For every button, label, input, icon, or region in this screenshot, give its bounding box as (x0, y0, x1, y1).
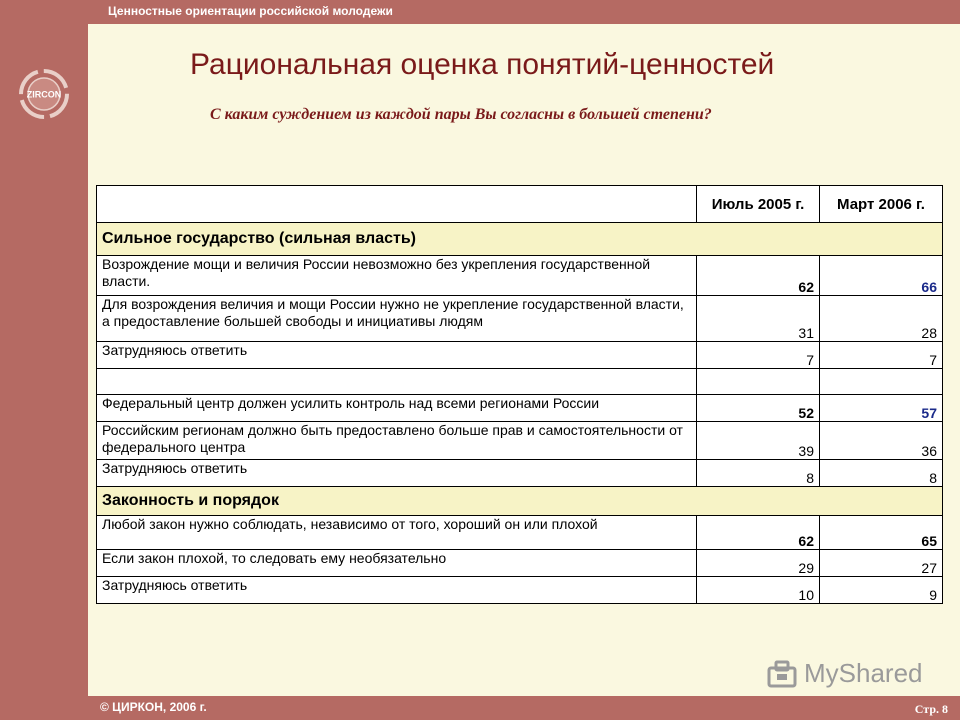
row-value-2005: 62 (697, 256, 820, 296)
row-value-2005: 29 (697, 550, 820, 577)
survey-table (96, 185, 943, 604)
row-value-2006: 7 (820, 342, 943, 369)
row-value-2006: 65 (820, 516, 943, 550)
row-value-2005: 10 (697, 577, 820, 604)
row-question: Возрождение мощи и величия России невозможно без укрепления государственной власти. (97, 256, 697, 296)
top-band-title: Ценностные ориентации российской молодежи (108, 4, 393, 18)
table-row (97, 256, 943, 296)
row-question: Затрудняюсь ответить (97, 342, 697, 369)
row-question: Для возрождения величия и мощи России нужно не укрепление государственной власти, а предоставление большей свободы и инициативы людям (97, 296, 697, 342)
row-question: Если закон плохой, то следовать ему необязательно (97, 550, 697, 577)
row-value-2006: 9 (820, 577, 943, 604)
row-value-2005: 62 (697, 516, 820, 550)
blank-cell (697, 369, 820, 395)
row-value-2006: 66 (820, 256, 943, 296)
footer-band (88, 696, 960, 720)
section-row (97, 487, 943, 516)
row-value-2006: 28 (820, 296, 943, 342)
section-title: Законность и порядок (97, 487, 943, 516)
table-row (97, 395, 943, 422)
table-header-row (97, 186, 943, 223)
row-question: Российским регионам должно быть предоставлено больше прав и самостоятельности от федерального центра (97, 422, 697, 460)
row-value-2005: 31 (697, 296, 820, 342)
footer-copyright: © ЦИРКОН, 2006 г. (100, 700, 207, 714)
table-row (97, 342, 943, 369)
table-row (97, 516, 943, 550)
table-row (97, 422, 943, 460)
row-value-2005: 52 (697, 395, 820, 422)
row-value-2006: 27 (820, 550, 943, 577)
section-row (97, 223, 943, 256)
row-value-2005: 39 (697, 422, 820, 460)
table-row (97, 550, 943, 577)
row-question: Любой закон нужно соблюдать, независимо от того, хороший он или плохой (97, 516, 697, 550)
slide-subtitle: С каким суждением из каждой пары Вы согласны в большей степени? (210, 106, 712, 123)
row-question: Федеральный центр должен усилить контроль над всеми регионами России (97, 395, 697, 422)
column-header-july-2005: Июль 2005 г. (697, 186, 820, 223)
blank-cell (97, 369, 697, 395)
blank-cell (820, 369, 943, 395)
table-row (97, 577, 943, 604)
column-header-march-2006: Март 2006 г. (820, 186, 943, 223)
row-value-2006: 8 (820, 460, 943, 487)
page-number: Стр. 8 (914, 702, 948, 716)
myshared-watermark (766, 656, 936, 692)
row-value-2006: 36 (820, 422, 943, 460)
myshared-text: MyShared (804, 658, 923, 688)
row-value-2005: 7 (697, 342, 820, 369)
zircon-logo-icon (14, 64, 74, 124)
blank-row (97, 369, 943, 395)
zircon-logo-text: ZIRCON (26, 89, 62, 100)
row-value-2005: 8 (697, 460, 820, 487)
row-value-2006: 57 (820, 395, 943, 422)
slide-title: Рациональная оценка понятий-ценностей (190, 48, 775, 81)
table-row (97, 460, 943, 487)
section-title: Сильное государство (сильная власть) (97, 223, 943, 256)
question-column-header (97, 186, 697, 223)
row-question: Затрудняюсь ответить (97, 577, 697, 604)
myshared-logo-icon (766, 658, 798, 690)
table-row (97, 296, 943, 342)
row-question: Затрудняюсь ответить (97, 460, 697, 487)
